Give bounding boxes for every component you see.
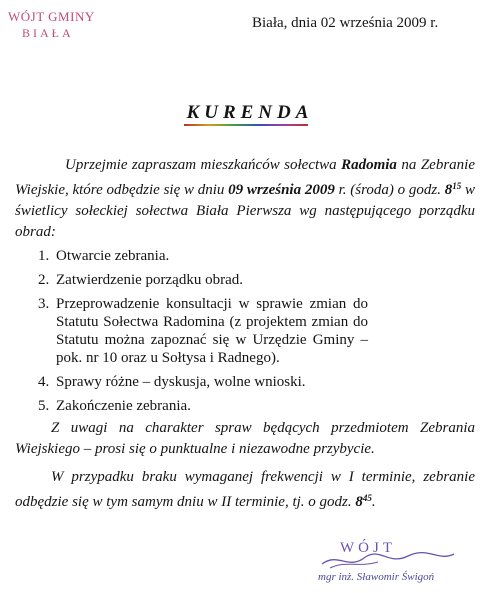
agenda-item xyxy=(38,373,368,391)
agenda-number: 2. xyxy=(38,272,50,288)
village-name: Radomia xyxy=(341,157,397,173)
agenda-text: Zatwierdzenie porządku obrad. xyxy=(56,272,243,288)
second-term-hour: 8 xyxy=(355,494,363,510)
stamp-line-2: BIAŁA xyxy=(22,26,74,40)
agenda-text: Zakończenie zebrania. xyxy=(56,398,191,414)
meeting-minutes: 15 xyxy=(452,181,462,191)
agenda-item xyxy=(38,247,368,265)
document-title: KURENDA xyxy=(186,102,314,123)
place-date: Biała, dnia 02 września 2009 r. xyxy=(252,15,439,31)
agenda-list xyxy=(38,247,368,421)
signatory-name: mgr inż. Sławomir Świgoń xyxy=(318,571,435,583)
stamp-line-1: WÓJT GMINY xyxy=(8,9,95,24)
agenda-text: Sprawy różne – dyskusja, wolne wnioski. xyxy=(56,374,306,390)
second-term-note xyxy=(15,467,475,513)
agenda-item xyxy=(38,397,368,415)
punctuality-note: Z uwagi na charakter spraw będących przedmiotem Zebrania Wiejskiego – prosi się o punktualne i niezawodne przybycie. xyxy=(15,420,475,457)
handwritten-signature xyxy=(318,548,458,572)
agenda-number: 4. xyxy=(38,374,50,390)
office-stamp xyxy=(8,8,95,42)
intro-text-2: na Zebranie Wiejskie, które odbędzie się w dniu xyxy=(15,157,475,198)
second-term-text: W przypadku braku wymaganej frekwencji w I terminie, zebranie odbędzie się w tym samym dniu w II terminie, tj. o godz. xyxy=(15,469,475,510)
signature-title: WÓJT xyxy=(340,540,396,556)
second-term-minutes: 45 xyxy=(362,493,372,503)
title-underline xyxy=(184,124,308,126)
intro-text-1: Uprzejmie zapraszam mieszkańców sołectwa xyxy=(65,157,342,173)
meeting-hour: 8 xyxy=(444,182,453,198)
intro-text-3: r. (środa) o godz. xyxy=(334,182,445,198)
agenda-item xyxy=(38,271,368,289)
agenda-text: Przeprowadzenie konsultacji w sprawie zmian do Statutu Sołectwa Radomina (z projektem zmian do Statutu można zapoznać się w Urzędzie Gminy – pok. nr 10 oraz u Sołtysa i Radnego). xyxy=(56,296,368,366)
meeting-date: 09 września 2009 xyxy=(228,182,335,198)
agenda-number: 5. xyxy=(38,398,50,414)
agenda-item xyxy=(38,295,368,367)
agenda-number: 1. xyxy=(38,248,50,264)
agenda-text: Otwarcie zebrania. xyxy=(56,248,170,264)
intro-text-4: w świetlicy sołeckiej sołectwa Biała Pierwsza wg następującego porządku obrad: xyxy=(15,182,475,240)
agenda-number: 3. xyxy=(38,296,50,312)
closing-paragraphs xyxy=(15,418,475,520)
invitation-paragraph xyxy=(15,155,475,243)
second-term-end: . xyxy=(371,494,376,510)
